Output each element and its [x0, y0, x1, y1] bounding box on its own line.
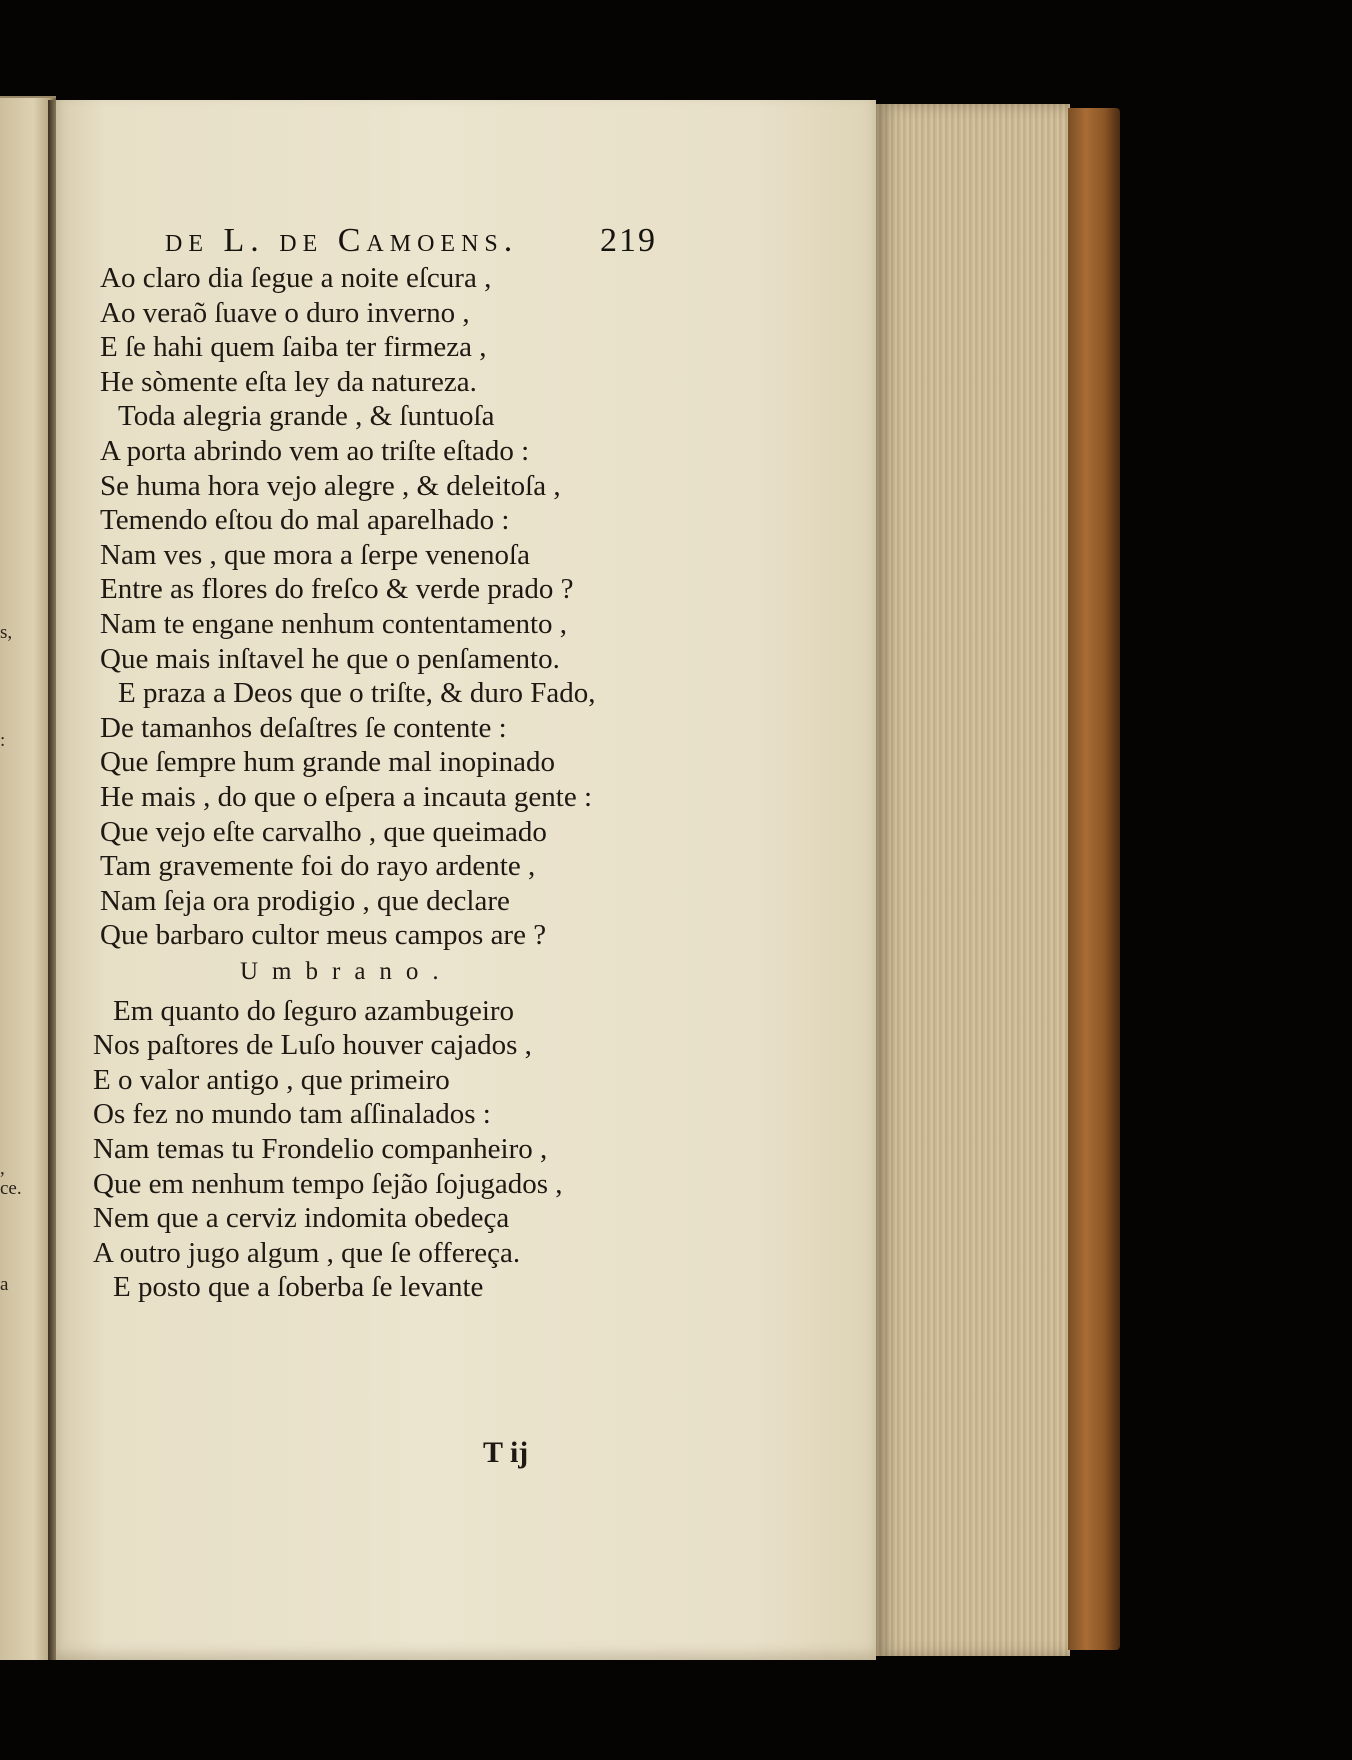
verse-line: He sòmente eſta ley da natureza.: [100, 365, 477, 398]
margin-fragment: ,: [0, 1158, 5, 1179]
signature-mark: T ij: [483, 1436, 529, 1469]
verse-line: Nam ves , que mora a ſerpe venenoſa: [100, 538, 530, 571]
verse-line: Nam temas tu Frondelio companheiro ,: [93, 1133, 548, 1165]
verse-line: De tamanhos deſaſtres ſe contente :: [100, 711, 507, 744]
speaker-heading: Umbrano.: [240, 958, 453, 985]
verse-line: Toda alegria grande , & ſuntuoſa: [118, 400, 495, 433]
verse-line: Que barbaro cultor meus campos are ?: [100, 919, 547, 952]
verse-line: E ſe hahi quem ſaiba ter firmeza ,: [100, 331, 487, 364]
verse-line: Temendo eſtou do mal aparelhado :: [100, 504, 510, 537]
page-number: 219: [600, 222, 657, 259]
margin-fragment: ce.: [0, 1178, 22, 1199]
verse-line: Ao claro dia ſegue a noite eſcura ,: [100, 262, 492, 294]
running-title: de L. de Camoens.: [165, 222, 519, 259]
verse-line: Tam gravemente foi do rayo ardente ,: [100, 850, 536, 883]
verse-line: Nam te engane nenhum contentamento ,: [100, 608, 568, 640]
verse-line: Que ſempre hum grande mal inopinado: [100, 746, 556, 779]
margin-fragment: :: [0, 730, 6, 751]
verse-line: Entre as flores do freſco & verde prado ?: [100, 573, 574, 606]
page-fore-edge: [876, 104, 1070, 1656]
running-header: [165, 222, 685, 260]
verse-line: E praza a Deos que o triſte, & duro Fado,: [118, 677, 596, 710]
verse-line: E posto que a ſoberba ſe levante: [113, 1271, 484, 1304]
leather-cover: [1068, 108, 1120, 1650]
verse-line: Nam ſeja ora prodigio , que declare: [100, 884, 510, 917]
verse-line: Nos paſtores de Luſo houver cajados ,: [93, 1029, 532, 1062]
verse-line: Nem que a cerviz indomita obedeça: [93, 1202, 510, 1235]
verse-line: He mais , do que o eſpera a incauta gente :: [100, 781, 592, 813]
verse-line: Que vejo eſte carvalho , que queimado: [100, 815, 547, 848]
verse-line: A porta abrindo vem ao triſte eſtado :: [100, 435, 530, 467]
verse-line: Se huma hora vejo alegre , & deleitoſa ,: [100, 469, 561, 502]
verse-line: A outro jugo algum , que ſe offereça.: [93, 1236, 521, 1269]
margin-fragment: a: [0, 1274, 9, 1295]
verse-line: Que mais inſtavel he que o penſamento.: [100, 642, 560, 675]
verse-line: Ao veraõ ſuave o duro inverno ,: [100, 296, 470, 329]
verse-line: Os fez no mundo tam aſſinalados :: [93, 1098, 491, 1131]
margin-fragment: s,: [0, 622, 13, 643]
verse-line: Em quanto do ſeguro azambugeiro: [113, 994, 515, 1027]
verse-line: Que em nenhum tempo ſejão ſojugados ,: [93, 1167, 563, 1200]
verse-line: E o valor antigo , que primeiro: [93, 1063, 450, 1096]
